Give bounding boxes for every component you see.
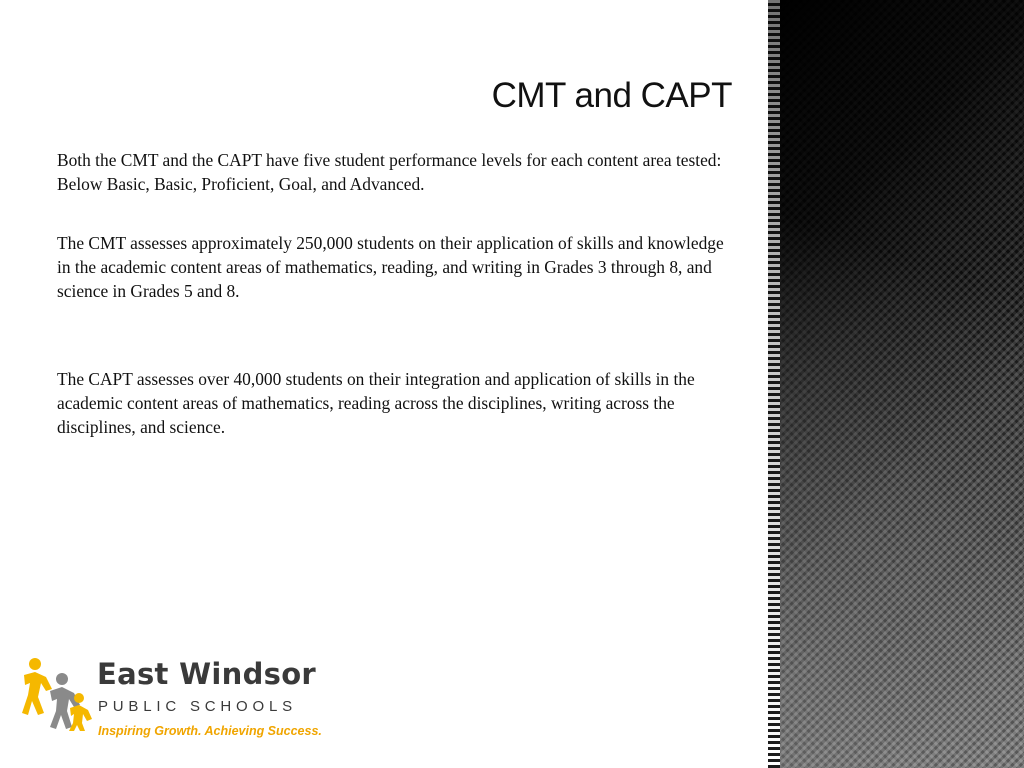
logo-name: East Windsor (97, 657, 317, 691)
logo-tagline: Inspiring Growth. Achieving Success. (98, 724, 322, 738)
logo-subtitle: PUBLIC SCHOOLS (98, 698, 297, 715)
carbon-fiber-gloss (780, 0, 1024, 768)
striped-divider-shade (768, 0, 780, 768)
paragraph-cmt: The CMT assesses approximately 250,000 students on their application of skills and knowledge in the academic content areas of mathematics, reading, and writing in Grades 3 through 8, and science in Grades 5 and 8. (57, 233, 724, 301)
paragraph-performance-levels: Both the CMT and the CAPT have five student performance levels for each content area tested: Below Basic, Basic, Proficient, Goal, and Advanced. (57, 150, 722, 194)
east-windsor-logo (22, 655, 322, 745)
paragraph-capt: The CAPT assesses over 40,000 students on their integration and application of skills in the academic content areas of mathematics, reading across the disciplines, writing across the disciplines, and science. (57, 369, 695, 437)
school-figures-icon (22, 655, 92, 731)
slide-title: CMT and CAPT (491, 76, 732, 115)
panel-gap (756, 0, 768, 768)
